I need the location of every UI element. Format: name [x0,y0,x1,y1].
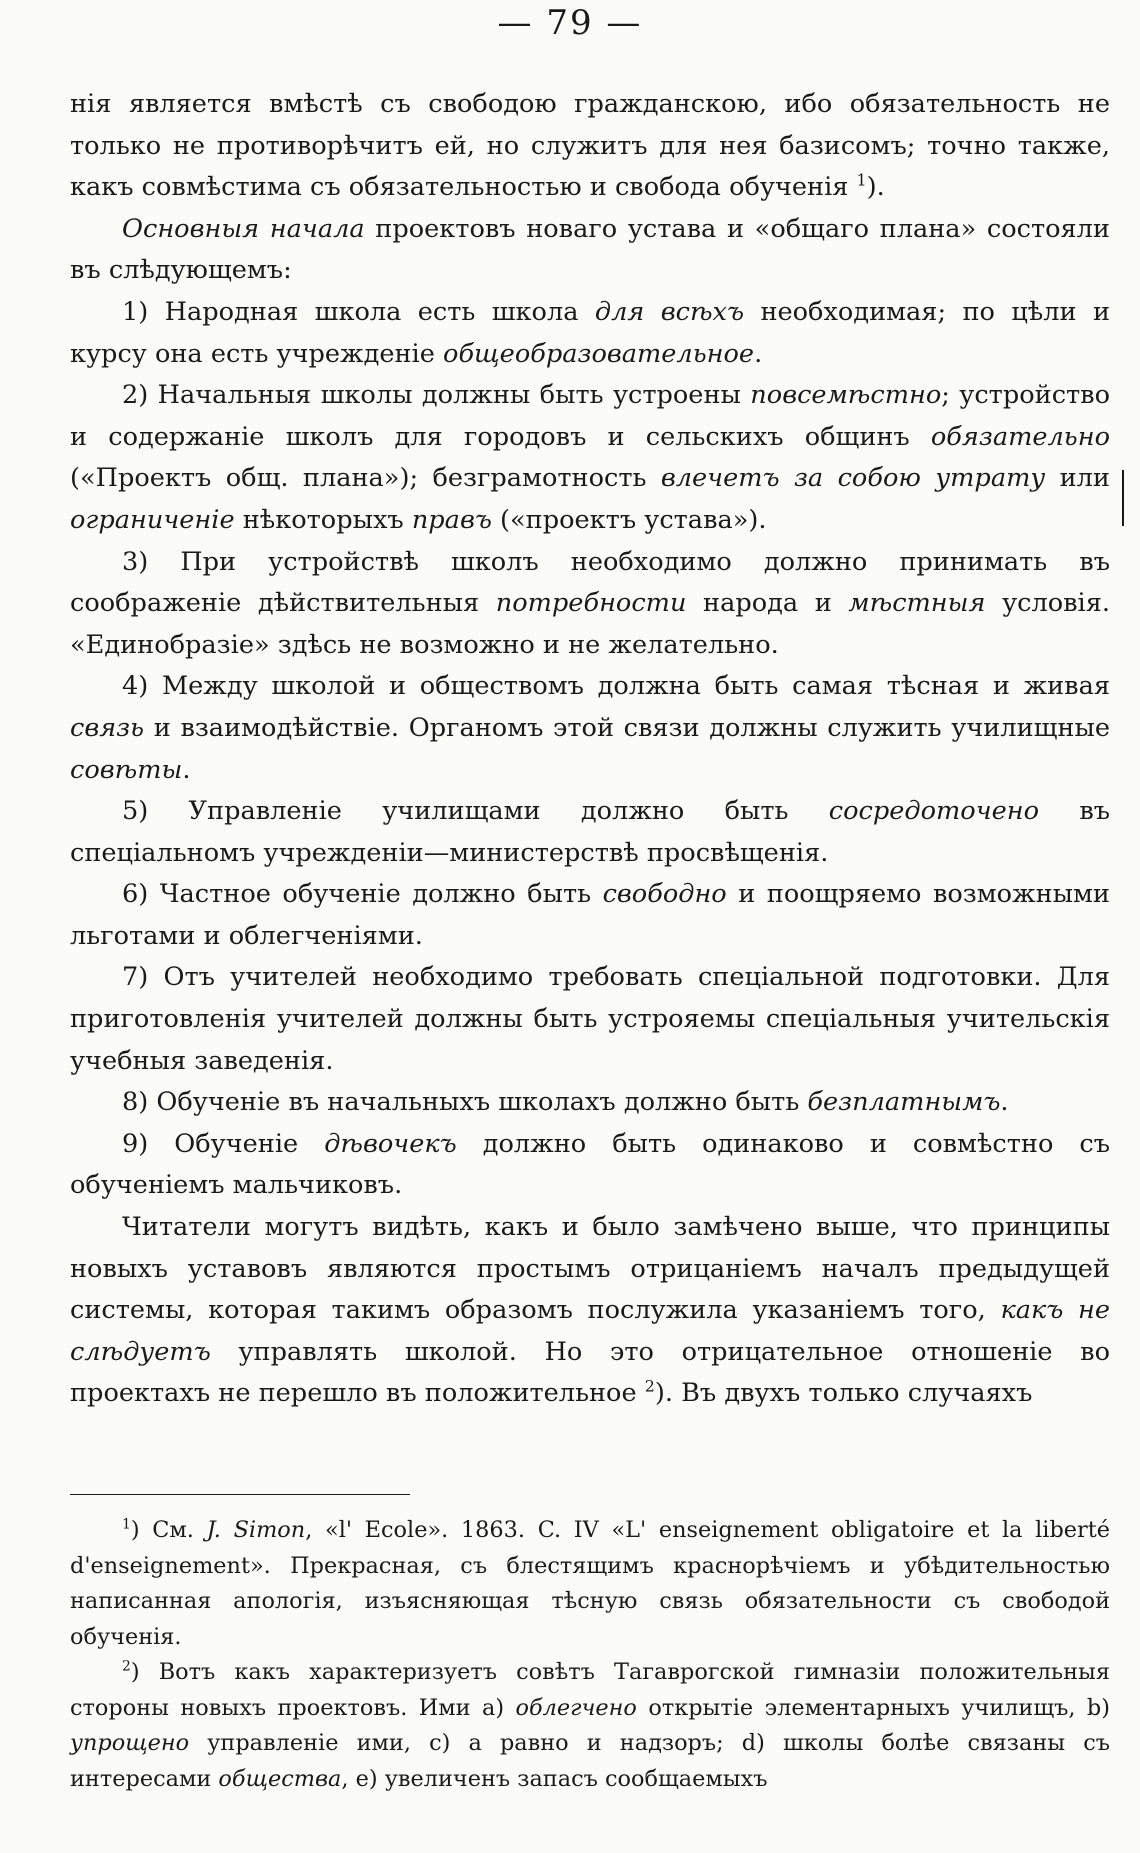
footnote-text: , e) увеличенъ запасъ сообщаемыхъ [341,1765,768,1792]
item-text: нѣкоторыхъ [234,504,412,535]
principle-item-3 [70,542,1110,667]
item-text: въ спеціальномъ учрежденіи—министерствѣ просвѣщенія. [70,796,1111,868]
item-emphasis: влечетъ за собою утрату [660,463,1046,494]
item-text: 3) При устройствѣ школъ необходимо должно принимать въ соображеніе дѣйствительныя [70,546,1110,619]
conclusion-paragraph [70,1207,1110,1415]
item-emphasis: повсемѣстно [750,380,942,411]
footnotes [70,1513,1110,1797]
main-text [70,84,1110,1415]
item-text: 8) Обученіе въ начальныхъ школахъ должно быть [122,1087,808,1118]
footnote-number: 2 [122,1658,131,1675]
footnote-emphasis: упрощено [70,1730,190,1756]
principle-item-4 [70,666,1110,791]
item-emphasis: сосредоточено [828,796,1040,827]
item-text: и поощряемо возможными льготами и облегченіями. [70,879,1110,951]
conclusion-emphasis: какъ не слѣдуетъ [70,1295,1110,1367]
item-text: 4) Между школой и обществомъ должна быть самая тѣсная и живая [122,671,1110,702]
item-text: народа и [686,588,849,619]
principle-item-1 [70,292,1110,375]
intro-text: нія является вмѣстѣ съ свободою гражданскою, ибо обязательность не только не противорѣчитъ ей, но служитъ для нея базисомъ; точно также, какъ совмѣстима съ обязательностью и свобода обученія [70,89,1110,203]
item-emphasis: свободно [602,879,727,910]
principle-item-6 [70,874,1110,957]
item-text: 5) Управленіе училищами должно быть [122,796,829,827]
item-emphasis: для всѣхъ [594,296,745,327]
item-emphasis: дѣвочекъ [324,1128,457,1159]
footnote-text: ) Вотъ какъ характеризуетъ совѣтъ Тагаврогской гимназіи положительныя стороны новыхъ проектовъ. Ими а) [70,1659,1110,1721]
item-text: ; устройство и содержаніе школъ для городовъ и сельскихъ общинъ [70,380,1110,452]
principle-item-5 [70,791,1110,874]
item-emphasis: безплатнымъ [807,1087,1001,1118]
footnote-divider [70,1494,410,1495]
item-emphasis: обязательно [930,421,1110,452]
footnote-ref-1[interactable]: 1 [856,170,867,190]
principles-emphasis: Основныя начала [122,213,365,244]
item-text: («Проектъ общ. плана»); безграмотность [70,463,661,494]
item-emphasis: ограниченіе [70,504,235,535]
footnote-number: 1 [122,1516,131,1533]
conclusion-text: управлять школой. Но это отрицательное отношеніе во проектахъ не перешло въ положительное [70,1336,1110,1409]
footnote-emphasis: общества [218,1765,342,1792]
item-text: . [754,338,763,369]
item-text: условія. «Единобразіе» здѣсь не возможно и не желательно. [70,588,1110,660]
footnote-text: управленіе ими, c) а равно и надзоръ; d) школы болѣе связаны съ интересами [70,1730,1110,1792]
item-text: 1) Народная школа есть школа [122,296,595,327]
item-emphasis: общеобразовательное [443,338,755,369]
footnote-ref-2[interactable]: 2 [644,1376,655,1396]
item-text: и взаимодѣйствіе. Органомъ этой связи должны служить училищные [144,712,1110,743]
item-text: («проектъ устава»). [491,504,767,535]
footnote-1 [70,1513,1110,1655]
intro-paragraph [70,84,1110,209]
conclusion-text: Читатели могутъ видѣть, какъ и было замѣчено выше, что принципы новыхъ уставовъ являются простымъ отрицаніемъ началъ предыдущей системы, которая такимъ образомъ послужила указаніемъ того, [70,1212,1110,1326]
item-text: должно быть одинаково и совмѣстно съ обученіемъ мальчиковъ. [70,1128,1110,1201]
item-emphasis: связь [70,712,145,743]
intro-end: ). [866,172,885,203]
principle-item-7: 7) Отъ учителей необходимо требовать спеціальной подготовки. Для приготовленія учителей должны быть устрояемы спеціальныя учительскія учебныя заведенія. [70,962,1110,1076]
item-text: или [1045,463,1110,494]
item-emphasis: мѣстныя [848,588,986,619]
footnote-text: , «l' Ecole». 1863. C. IV «L' enseignement obligatoire et la liberté d'enseignement». Прекрасная, съ блестящимъ краснорѣчіемъ и убѣдительностью написанная апологія, изъясняющая тѣсную связь обязательности съ свободой обученія. [70,1517,1111,1650]
principle-item-2 [70,375,1110,541]
footnote-emphasis: облегчено [515,1694,637,1721]
item-text: . [182,754,191,785]
item-text: 6) Частное обученіе должно быть [122,879,603,910]
footnote-2 [70,1655,1110,1797]
item-emphasis: потребности [495,588,687,619]
principles-text: проектовъ новаго устава и «общаго плана» состояли въ слѣдующемъ: [70,213,1110,286]
footnote-text: открытіе элементарныхъ училищъ, b) [636,1694,1110,1721]
footnote-emphasis: J. Simon [206,1517,306,1543]
item-text: 2) Начальныя школы должны быть устроены [122,380,751,411]
principle-item-9 [70,1124,1110,1207]
principle-item-8 [70,1082,1110,1124]
item-text: необходимая; по цѣли и курсу она есть учрежденіе [70,296,1110,369]
item-emphasis: правъ [411,504,492,535]
footnote-text: ) См. [130,1517,207,1543]
margin-pencil-mark [1122,470,1124,526]
item-text: 9) Обученіе [122,1128,325,1159]
item-text: . [1000,1087,1009,1118]
conclusion-text: ). Въ двухъ только случаяхъ [654,1378,1033,1409]
page-number: — 79 — [497,3,643,43]
principles-heading-paragraph [70,209,1110,292]
item-emphasis: совѣты [70,754,183,785]
